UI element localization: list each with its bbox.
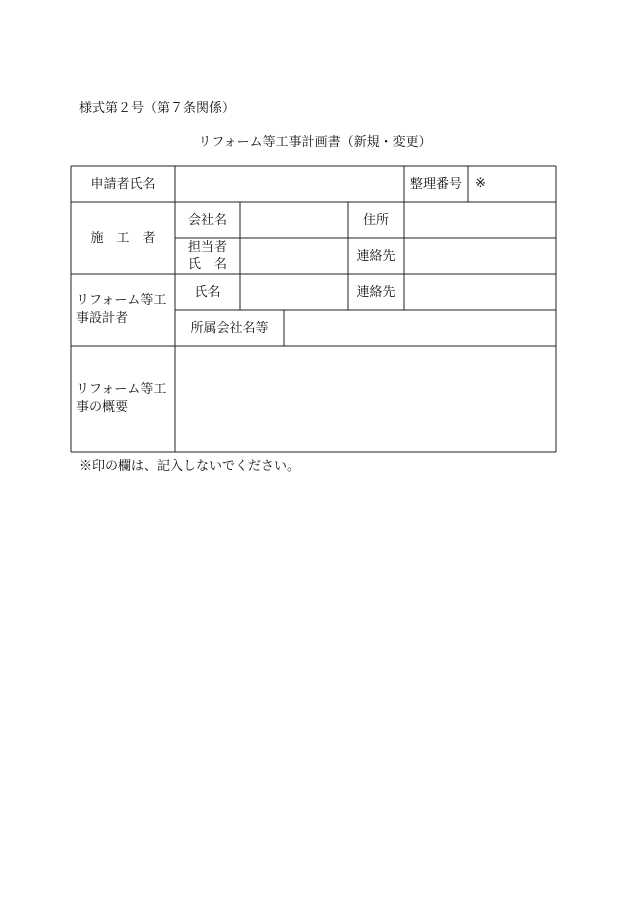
designer-contact-field[interactable] <box>404 274 556 310</box>
applicant-name-field[interactable] <box>175 166 404 202</box>
company-name-field[interactable] <box>240 202 348 238</box>
person-in-charge-label-line1: 担当者 <box>187 240 227 255</box>
designer-label-line1: リフォーム等工 <box>76 293 167 308</box>
work-summary-label-line1: リフォーム等工 <box>76 382 167 397</box>
applicant-name-label: 申請者氏名 <box>90 176 156 192</box>
form-number: 様式第２号（第７条関係） <box>79 101 236 116</box>
person-in-charge-field[interactable] <box>240 238 348 274</box>
designer-name-field[interactable] <box>240 274 348 310</box>
contact-label: 連絡先 <box>356 248 396 264</box>
designer-contact-label: 連絡先 <box>356 284 396 300</box>
document-title: リフォーム等工事計画書（新規・変更） <box>198 135 432 150</box>
address-label: 住所 <box>362 212 389 228</box>
reference-number-label: 整理番号 <box>409 176 462 192</box>
address-field[interactable] <box>404 202 556 238</box>
work-summary-label <box>76 346 175 452</box>
work-summary-field[interactable] <box>175 346 556 452</box>
footnote: ※印の欄は、記入しないでください。 <box>79 459 301 474</box>
company-name-label: 会社名 <box>187 212 227 228</box>
work-summary-label-line2: 事の概要 <box>76 400 129 415</box>
person-in-charge-label <box>175 238 240 274</box>
contact-field[interactable] <box>404 238 556 274</box>
designer-label <box>76 274 175 346</box>
person-in-charge-label-line2: 氏 名 <box>187 257 227 272</box>
reference-number-field: ※ <box>475 176 486 191</box>
designer-name-label: 氏名 <box>194 284 221 300</box>
designer-label-line2: 事設計者 <box>76 311 129 326</box>
contractor-label: 施 工 者 <box>90 230 156 246</box>
affiliated-company-field[interactable] <box>284 310 556 346</box>
affiliated-company-label: 所属会社名等 <box>190 320 269 336</box>
